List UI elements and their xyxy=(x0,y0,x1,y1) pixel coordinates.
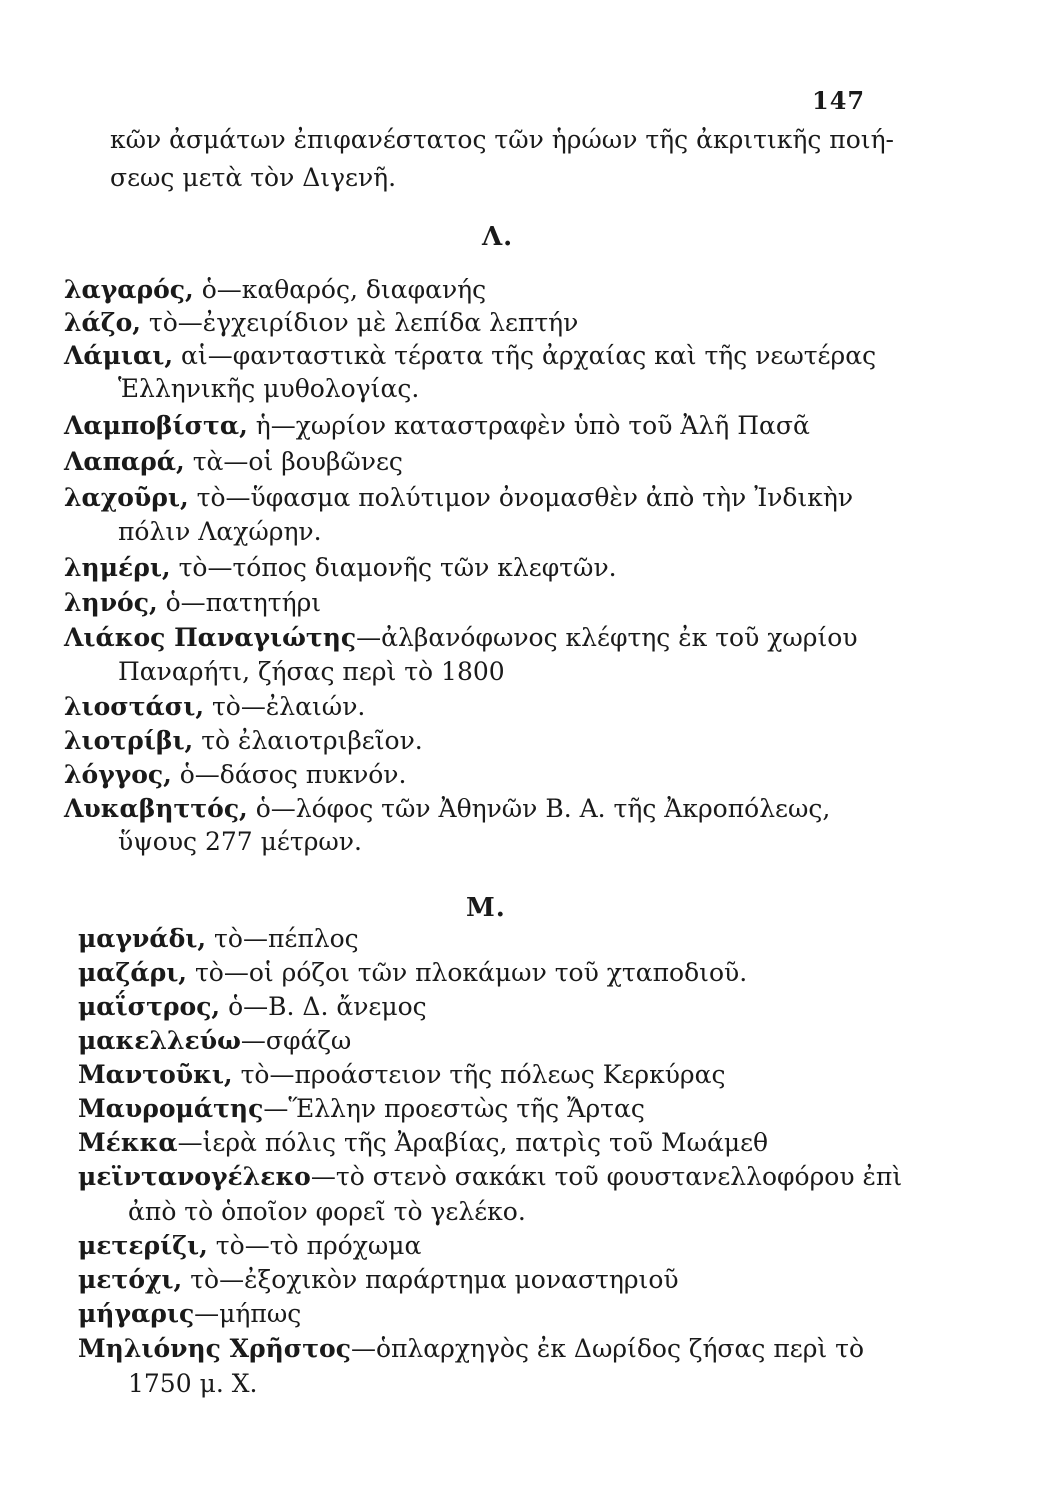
entry-line xyxy=(78,1231,421,1261)
definition: —μήπως xyxy=(194,1299,302,1328)
headword: μήγαρις xyxy=(78,1299,195,1328)
entry-line xyxy=(64,447,403,477)
entry-line xyxy=(64,623,858,653)
headword: μαγνάδι, xyxy=(78,924,207,953)
headword: Μαντοῦκι, xyxy=(78,1060,233,1089)
definition: —ἀλβανόφωνος κλέφτης ἐκ τοῦ χωρίου xyxy=(356,623,858,652)
definition: —Ἕλλην προεστὼς τῆς Ἄρτας xyxy=(263,1094,645,1123)
entry-line xyxy=(78,1026,351,1056)
entry-line xyxy=(64,692,365,722)
entry-continuation: Ἑλληνικῆς μυθολογίας. xyxy=(118,374,420,403)
entry-line xyxy=(64,308,578,338)
definition: τὸ—ἐγχειρίδιον μὲ λεπίδα λεπτήν xyxy=(140,308,579,337)
definition: τὰ—οἱ βουβῶνες xyxy=(184,447,403,476)
headword: μαΐστρος, xyxy=(78,992,221,1021)
headword: Λυκαβηττός, xyxy=(64,794,248,823)
entry-line xyxy=(78,1299,301,1329)
entry-line xyxy=(78,1162,902,1192)
definition: —ἱερὰ πόλις τῆς Ἀραβίας, πατρὶς τοῦ Μωάμεθ xyxy=(177,1128,769,1157)
definition: ὁ—Β. Δ. ἄνεμος xyxy=(220,992,427,1021)
headword: Λάμιαι, xyxy=(64,341,174,370)
headword: λιοτρίβι, xyxy=(64,726,194,755)
entry-line xyxy=(78,924,359,954)
page-number: 147 xyxy=(812,86,866,115)
definition: τὸ—οἱ ρόζοι τῶν πλοκάμων τοῦ χταποδιοῦ. xyxy=(187,958,748,987)
entry-line xyxy=(64,760,406,790)
definition: τὸ—ἐξοχικὸν παράρτημα μοναστηριοῦ xyxy=(182,1265,679,1294)
entry-line xyxy=(64,726,423,756)
definition: —τὸ στενὸ σακάκι τοῦ φουστανελλοφόρου ἐπὶ xyxy=(310,1162,903,1191)
definition: τὸ—τὸ πρόχωμα xyxy=(207,1231,422,1260)
headword: Λαπαρά, xyxy=(64,447,185,476)
entry-continuation: Παναρήτι, ζήσας περὶ τὸ 1800 xyxy=(118,657,505,686)
headword: λημέρι, xyxy=(64,553,171,582)
headword: Λαμποβίστα, xyxy=(64,411,248,440)
entry-line xyxy=(78,1060,725,1090)
headword: Μέκκα xyxy=(78,1128,178,1157)
definition: τὸ—πέπλος xyxy=(206,924,359,953)
definition: —σφάζω xyxy=(240,1026,352,1055)
section-letter-mu: Μ. xyxy=(466,893,506,923)
entry-continuation: πόλιν Λαχώρην. xyxy=(118,517,322,546)
entry-line xyxy=(78,1265,679,1295)
headword: μεϊντανογέλεκο xyxy=(78,1162,311,1191)
headword: Λιάκος Παναγιώτης xyxy=(64,623,357,652)
headword: λαγαρός, xyxy=(64,275,194,304)
headword: μετερίζι, xyxy=(78,1231,208,1260)
definition: αἱ—φανταστικὰ τέρατα τῆς ἀρχαίας καὶ τῆς νεωτέρας xyxy=(173,341,877,370)
intro-line: κῶν ἀσμάτων ἐπιφανέστατος τῶν ἡρώων τῆς ἀκριτικῆς ποιή- xyxy=(110,125,894,154)
headword: ληνός, xyxy=(64,588,158,617)
entry-line xyxy=(64,411,810,441)
entry-line xyxy=(64,483,853,513)
headword: λιοστάσι, xyxy=(64,692,205,721)
entry-line xyxy=(64,794,830,824)
definition: —ὁπλαρχηγὸς ἐκ Δωρίδος ζήσας περὶ τὸ xyxy=(350,1334,865,1363)
entry-continuation: ἀπὸ τὸ ὁποῖον φορεῖ τὸ γελέκο. xyxy=(128,1197,526,1226)
entry-line xyxy=(78,1094,645,1124)
entry-line xyxy=(64,275,486,305)
headword: Μηλιόνης Χρῆστος xyxy=(78,1334,351,1363)
section-letter-lambda: Λ. xyxy=(482,222,514,252)
definition: ὁ—καθαρός, διαφανής xyxy=(193,275,487,304)
entry-line xyxy=(78,1128,768,1158)
entry-continuation: 1750 μ. Χ. xyxy=(128,1369,258,1398)
headword: λόγγος, xyxy=(64,760,172,789)
definition: τὸ—ἐλαιών. xyxy=(204,692,366,721)
entry-line xyxy=(78,992,427,1022)
headword: μακελλεύω xyxy=(78,1026,241,1055)
headword: λάζο, xyxy=(64,308,141,337)
entry-line xyxy=(64,588,321,618)
entry-continuation: ὕψους 277 μέτρων. xyxy=(118,827,362,856)
entry-line xyxy=(78,1334,864,1364)
headword: μετόχι, xyxy=(78,1265,183,1294)
definition: ὁ—πατητήρι xyxy=(157,588,322,617)
definition: τὸ—ὕφασμα πολύτιμον ὀνομασθὲν ἀπὸ τὴν Ἰνδικὴν xyxy=(188,483,854,512)
entry-line xyxy=(64,341,876,371)
headword: λαχοῦρι, xyxy=(64,483,189,512)
definition: τὸ—προάστειον τῆς πόλεως Κερκύρας xyxy=(232,1060,726,1089)
headword: Μαυρομάτης xyxy=(78,1094,264,1123)
entry-line xyxy=(64,553,617,583)
definition: ὁ—λόφος τῶν Ἀθηνῶν Β. Α. τῆς Ἀκροπόλεως, xyxy=(247,794,831,823)
definition: τὸ—τόπος διαμονῆς τῶν κλεφτῶν. xyxy=(170,553,617,582)
definition: ὁ—δάσος πυκνόν. xyxy=(171,760,407,789)
entry-line xyxy=(78,958,747,988)
intro-line: σεως μετὰ τὸν Διγενῆ. xyxy=(110,163,397,192)
headword: μαζάρι, xyxy=(78,958,188,987)
definition: ἡ—χωρίον καταστραφὲν ὑπὸ τοῦ Ἀλῆ Πασᾶ xyxy=(247,411,810,440)
definition: τὸ ἐλαιοτριβεῖον. xyxy=(193,726,423,755)
